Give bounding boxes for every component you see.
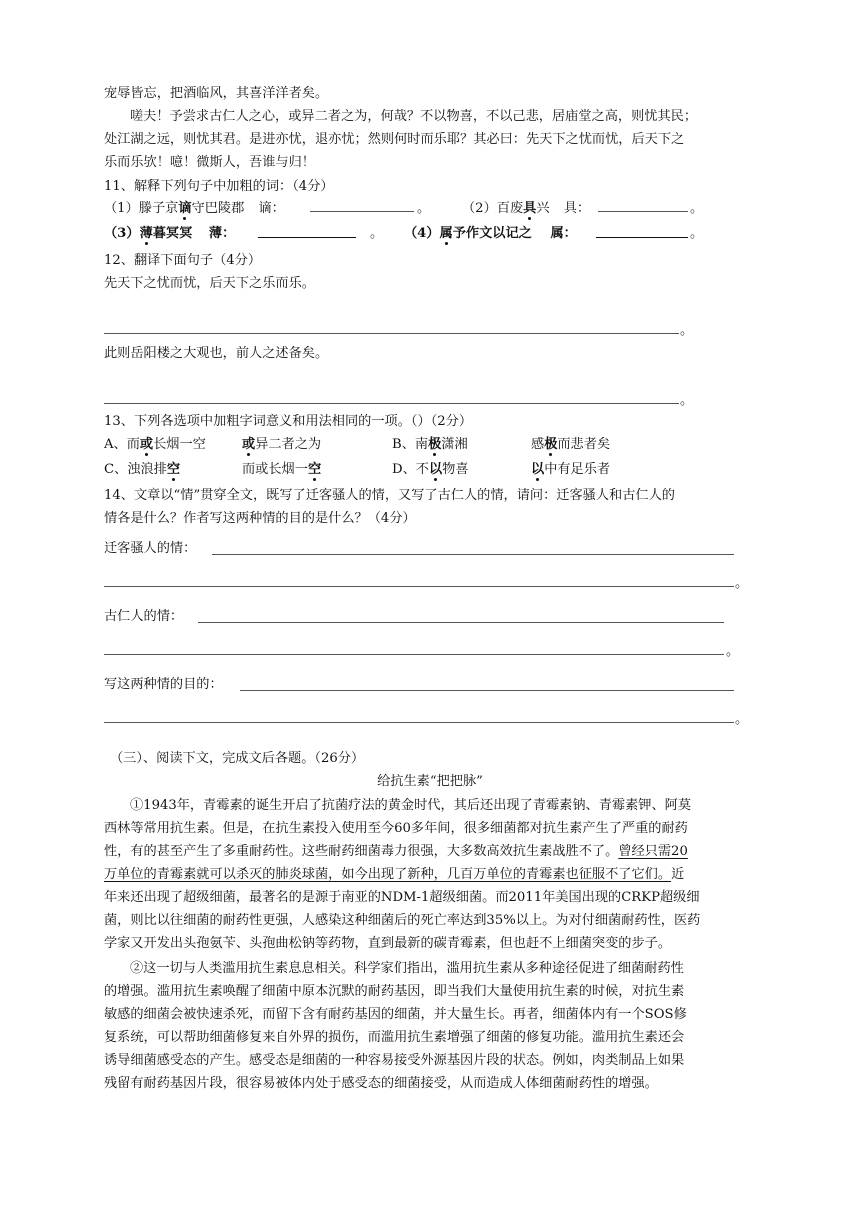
punctuation: 。 <box>370 226 384 241</box>
option-label: B、 <box>392 437 415 452</box>
article-paragraph-line: 诱导细菌感受态的产生。感受态是细菌的一种容易接受外源基因片段的状态。例如，肉类制品上如果 <box>104 1053 685 1068</box>
question-11-title: 11、解释下列句子中加粗的词：（4分） <box>104 179 334 194</box>
answer-blank[interactable] <box>596 237 688 238</box>
punctuation: 。 <box>735 576 749 591</box>
q12-sentence-2: 此则岳阳楼之大观也，前人之述备矣。 <box>104 346 329 361</box>
q11-keyword: 具 <box>523 201 537 216</box>
q11-item-1 <box>104 200 285 218</box>
option-text: 南 <box>414 437 429 452</box>
answer-line[interactable] <box>104 654 724 655</box>
article-title: 给抗生素“把把脉” <box>377 774 483 789</box>
article-text: 性，有的甚至产生了多重耐药性。这些耐药细菌毒力很强，大多数高效抗生素战胜不了。 <box>104 844 619 859</box>
q13-option-b[interactable] <box>392 436 468 454</box>
answer-line[interactable] <box>240 690 734 691</box>
q13-option-b-second <box>531 436 610 454</box>
underlined-sentence: 万单位的青霉素就可以杀灭的肺炎球菌，如今出现了新种，几百万单位的青霉素也征服不了它们。 <box>104 867 672 882</box>
passage-line: 乐而乐欤！噫！微斯人，吾谁与归！ <box>104 155 315 170</box>
option-text: 感 <box>531 437 545 452</box>
q11-item-4 <box>404 225 577 243</box>
punctuation: 。 <box>690 226 704 241</box>
question-14-title-cont: 情各是什么？作者写这两种情的目的是什么？（4分） <box>104 511 416 526</box>
option-keyword: 以 <box>531 462 545 477</box>
option-text: 潇湘 <box>441 437 468 452</box>
q13-option-a-second <box>242 436 321 454</box>
q13-option-d-second <box>531 461 610 479</box>
q11-label: 具： <box>563 201 591 216</box>
punctuation: 。 <box>417 201 431 216</box>
q11-item-text: 守巴陵郡 <box>191 201 245 216</box>
section-heading: （三）、阅读下文，完成文后各题。（26分） <box>110 751 365 766</box>
option-label: A、 <box>104 437 127 452</box>
q14-label-3: 写这两种情的目的： <box>104 677 223 692</box>
answer-line[interactable] <box>104 403 679 404</box>
option-keyword: 或 <box>242 437 256 452</box>
option-text: 异二者之为 <box>255 437 322 452</box>
question-12-title: 12、翻译下面句子（4分） <box>104 253 262 268</box>
q11-item-text: （1）滕子京 <box>104 201 179 216</box>
q11-keyword: 属 <box>439 226 453 241</box>
option-keyword: 以 <box>428 462 443 477</box>
article-paragraph-line: 复系统，可以帮助细菌修复来自外界的损伤，而滥用抗生素增强了细菌的修复功能。滥用抗生素还会 <box>104 1030 685 1045</box>
passage-line: 宠辱皆忘，把酒临风，其喜洋洋者矣。 <box>104 86 329 101</box>
option-keyword: 空 <box>307 462 322 477</box>
q14-label-1: 迁客骚人的情： <box>104 541 197 556</box>
answer-line[interactable] <box>212 554 734 555</box>
q11-item-2 <box>462 200 590 218</box>
option-text: 不 <box>415 462 429 477</box>
article-paragraph-line <box>104 866 684 884</box>
answer-blank[interactable] <box>258 237 356 238</box>
article-paragraph-line: 敏感的细菌会被快速杀死，而留下含有耐药基因的细菌，并大量生长。再者，细菌体内有一个SOS修 <box>104 1007 687 1022</box>
q13-option-c[interactable] <box>104 461 180 479</box>
article-paragraph-line: 菌，则比以往细菌的耐药性更强，人感染这种细菌后的死亡率达到35%以上。为对付细菌耐药性，医药 <box>104 913 701 928</box>
q11-keyword: 薄 <box>139 226 153 241</box>
option-label: C、 <box>104 462 128 477</box>
article-text: 近 <box>671 867 685 882</box>
punctuation: 。 <box>680 323 694 338</box>
option-text: 而或长烟一 <box>242 462 308 477</box>
passage-line: 嗟夫！予尝求古仁人之心，或异二者之为，何哉？不以物喜，不以己悲，居庙堂之高，则忧其民； <box>130 109 698 124</box>
article-paragraph-line: 学家又开发出头孢氨苄、头孢曲松钠等药物，直到最新的碳青霉素，但也赶不上细菌突变的步子。 <box>104 936 672 951</box>
article-paragraph-line: ②这一切与人类滥用抗生素息息相关。科学家们指出，滥用抗生素从多种途径促进了细菌耐药性 <box>130 961 684 976</box>
answer-line[interactable] <box>104 333 679 334</box>
q11-item-3 <box>104 225 235 243</box>
punctuation: 。 <box>680 393 694 408</box>
q12-sentence-1: 先天下之忧而忧，后天下之乐而乐。 <box>104 276 315 291</box>
q11-label: 属： <box>550 226 577 241</box>
option-keyword: 极 <box>428 437 442 452</box>
option-text: 物喜 <box>442 462 469 477</box>
q14-label-2: 古仁人的情： <box>104 609 184 624</box>
underlined-sentence: 曾经只需20 <box>618 844 688 859</box>
answer-blank[interactable] <box>598 211 688 212</box>
punctuation: 。 <box>726 644 740 659</box>
question-14-title: 14、文章以“情”贯穿全文，既写了迁客骚人的情，又写了古仁人的情，请问：迁客骚人和古仁人的 <box>104 488 675 503</box>
article-paragraph-line: 的增强。滥用抗生素唤醒了细菌中原本沉默的耐药基因，即当我们大量使用抗生素的时候，对抗生素 <box>104 984 685 999</box>
question-13-title: 13、下列各选项中加粗字词意义和用法相同的一项。（）（2分） <box>104 414 473 429</box>
q11-keyword: 谪 <box>178 201 192 216</box>
q13-option-d[interactable] <box>392 461 469 479</box>
option-text: 而悲者矣 <box>557 437 611 452</box>
q11-item-text: （2）百废 <box>462 201 524 216</box>
q11-label: 谪： <box>258 201 285 216</box>
article-paragraph-line: ①1943年，青霉素的诞生开启了抗菌疗法的黄金时代，其后还出现了青霉素钠、青霉素钾、阿莫 <box>130 798 692 813</box>
q13-option-c-second <box>242 461 321 479</box>
q11-label: 薄： <box>208 226 236 241</box>
answer-line[interactable] <box>104 586 734 587</box>
passage-line: 处江湖之远，则忧其君。是进亦忧，退亦忧；然则何时而乐耶？其必曰：先天下之忧而忧，后天下之 <box>104 132 685 147</box>
option-text: 浊浪排 <box>127 462 167 477</box>
answer-line[interactable] <box>198 622 724 623</box>
q11-item-text: 予作文以记之 <box>452 226 532 241</box>
option-text: 长烟一空 <box>153 437 206 452</box>
article-paragraph-line: 年来还出现了超级细菌，最著名的是源于南亚的NDM-1超级细菌。而2011年美国出现的CRKP超级细 <box>104 890 700 905</box>
answer-blank[interactable] <box>310 211 414 212</box>
option-keyword: 空 <box>166 462 181 477</box>
option-text: 而 <box>126 437 140 452</box>
punctuation: 。 <box>735 712 749 727</box>
q11-item-text: （3） <box>104 226 140 241</box>
q11-item-text: 兴 <box>536 201 550 216</box>
article-paragraph-line: 西林等常用抗生素。但是，在抗生素投入使用至今60多年间，很多细菌都对抗生素产生了严重的耐药 <box>104 821 688 836</box>
option-label: D、 <box>392 462 416 477</box>
article-paragraph-line <box>104 843 688 861</box>
answer-line[interactable] <box>104 722 734 723</box>
q13-option-a[interactable] <box>104 436 206 454</box>
article-paragraph-line: 残留有耐药基因片段，很容易被体内处于感受态的细菌接受，从而造成人体细菌耐药性的增强。 <box>104 1076 658 1091</box>
option-keyword: 或 <box>139 437 154 452</box>
option-text: 中有足乐者 <box>544 462 611 477</box>
q11-item-text: 暮冥冥 <box>152 226 193 241</box>
option-keyword: 极 <box>544 437 558 452</box>
punctuation: 。 <box>690 201 704 216</box>
q11-item-text: （4） <box>404 226 440 241</box>
